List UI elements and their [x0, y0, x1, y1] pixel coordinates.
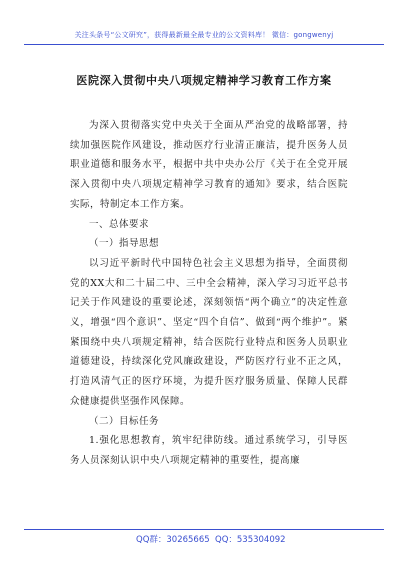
body-paragraph: 以习近平新时代中国特色社会主义思想为指导，全面贯彻党的XX大和二十届二中、三中全会精神，深入学习习近平总书记关于作风建设的重要论述，深刻领悟“两个确立”的决定性意义，增强“四个意识”、坚定“四个自信”、做到“两个维护”。紧紧围绕中央八项规定精神，结合医院行业特点和医务人员职业道德建设，持续深化党风廉政建设，严防医疗行业不正之风，打造风清气正的医疗环境，为提升医疗服务质量、保障人民群众健康提供坚强作风保障。	[70, 257, 348, 407]
document-body	[70, 116, 348, 471]
footer-qq-group: QQ群：30265665	[136, 535, 210, 545]
footer-qq: QQ：535304092	[215, 535, 286, 545]
body-paragraph: 1.强化思想教育，筑牢纪律防线。通过系统学习，引导医务人员深刻认识中央八项规定精神的重要性，提高廉	[70, 435, 348, 466]
intro-paragraph: 为深入贯彻落实党中央关于全面从严治党的战略部署，持续加强医院作风建设，推动医疗行业清正廉洁，提升医务人员职业道德和服务水平，根据中共中央办公厅《关于在全党开展深入贯彻中央八项规定精神学习教育的通知》要求，结合医院实际，特制定本工作方案。	[70, 120, 348, 210]
subsection-heading: （一）指导思想	[89, 238, 160, 250]
document-title: 医院深入贯彻中央八项规定精神学习教育工作方案	[76, 74, 332, 87]
footer-divider	[24, 529, 384, 530]
section-heading: 一、总体要求	[89, 218, 150, 230]
subsection-heading: （二）目标任务	[89, 415, 160, 427]
header-divider	[24, 44, 384, 45]
header-banner: 关注头条号“公文研究”，获得最新最全最专业的公文资料库！ 微信：gongwenyj	[74, 31, 334, 39]
